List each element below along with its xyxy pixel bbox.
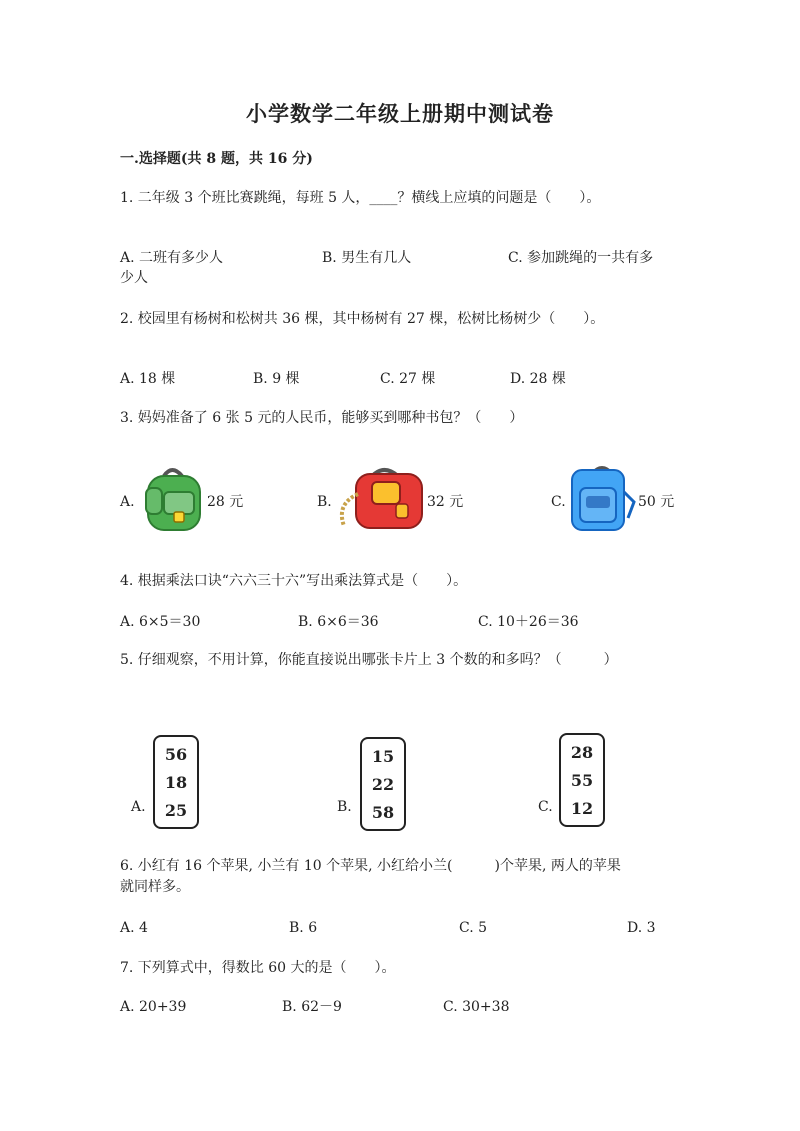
question-7-option-c[interactable]: C. 30+38 [443,999,510,1015]
question-7-stem: 7. 下列算式中，得数比 60 大的是（ ）。 [120,960,396,976]
card-a-number-3: 25 [164,801,188,820]
question-4-stem: 4. 根据乘法口诀“六六三十六”写出乘法算式是（ ）。 [120,573,468,589]
question-1-stem: 1. 二年级 3 个班比赛跳绳，每班 5 人，____？横线上应填的问题是（ ）。 [120,190,601,206]
question-4-option-a[interactable]: A. 6×5＝30 [120,614,201,630]
card-b-number-3: 58 [371,803,395,822]
card-c-number-1: 28 [570,743,594,762]
question-3-option-c-label[interactable]: C. [551,494,566,510]
question-6-option-a[interactable]: A. 4 [120,920,148,936]
question-3-option-c-price: 50 元 [638,494,675,510]
question-6-stem-cont: 就同样多。 [120,879,190,895]
section-heading: 一.选择题(共 8 题，共 16 分) [120,151,313,167]
card-a-number-2: 18 [164,773,188,792]
card-b-number-2: 22 [371,775,395,794]
question-6-stem: 6. 小红有 16 个苹果, 小兰有 10 个苹果, 小红给小兰( )个苹果, 两人的苹果 [120,858,621,874]
question-6-option-d[interactable]: D. 3 [627,920,656,936]
question-1-option-c[interactable]: C. 参加跳绳的一共有多 [508,250,654,266]
question-3-stem: 3. 妈妈准备了 6 张 5 元的人民币，能够买到哪种书包？（ ） [120,410,524,426]
green-backpack-icon [136,462,208,534]
question-5-stem: 5. 仔细观察，不用计算，你能直接说出哪张卡片上 3 个数的和多吗？（ ） [120,652,618,668]
question-5-option-b-label[interactable]: B. [337,799,352,815]
card-c-number-3: 12 [570,799,594,818]
question-7-option-b[interactable]: B. 62－9 [282,999,342,1015]
question-2-option-a[interactable]: A. 18 棵 [120,371,176,387]
question-6-option-b[interactable]: B. 6 [289,920,318,936]
blue-backpack-icon [566,462,638,534]
number-card-b [360,737,406,831]
question-4-option-b[interactable]: B. 6×6＝36 [298,614,379,630]
question-1-option-b[interactable]: B. 男生有几人 [322,250,412,266]
number-card-c [559,733,605,827]
number-card-a [153,735,199,829]
question-2-option-d[interactable]: D. 28 棵 [510,371,566,387]
question-3-option-b-label[interactable]: B. [317,494,332,510]
question-4-option-c[interactable]: C. 10＋26＝36 [478,614,579,630]
question-1-option-a[interactable]: A. 二班有多少人 [120,250,224,266]
question-5-option-a-label[interactable]: A. [131,799,146,815]
question-2-stem: 2. 校园里有杨树和松树共 36 棵，其中杨树有 27 棵，松树比杨树少（ ）。 [120,311,605,327]
page-title: 小学数学二年级上册期中测试卷 [246,101,554,126]
question-2-option-b[interactable]: B. 9 棵 [253,371,300,387]
question-6-option-c[interactable]: C. 5 [459,920,488,936]
question-3-option-b-price: 32 元 [427,494,464,510]
card-a-number-1: 56 [164,745,188,764]
question-3-option-a-label[interactable]: A. [120,494,135,510]
question-7-option-a[interactable]: A. 20+39 [120,999,187,1015]
question-2-option-c[interactable]: C. 27 棵 [380,371,436,387]
red-backpack-icon [332,464,428,532]
question-1-option-c-cont: 少人 [120,270,148,286]
card-b-number-1: 15 [371,747,395,766]
question-5-option-c-label[interactable]: C. [538,799,553,815]
card-c-number-2: 55 [570,771,594,790]
question-3-option-a-price: 28 元 [207,494,244,510]
